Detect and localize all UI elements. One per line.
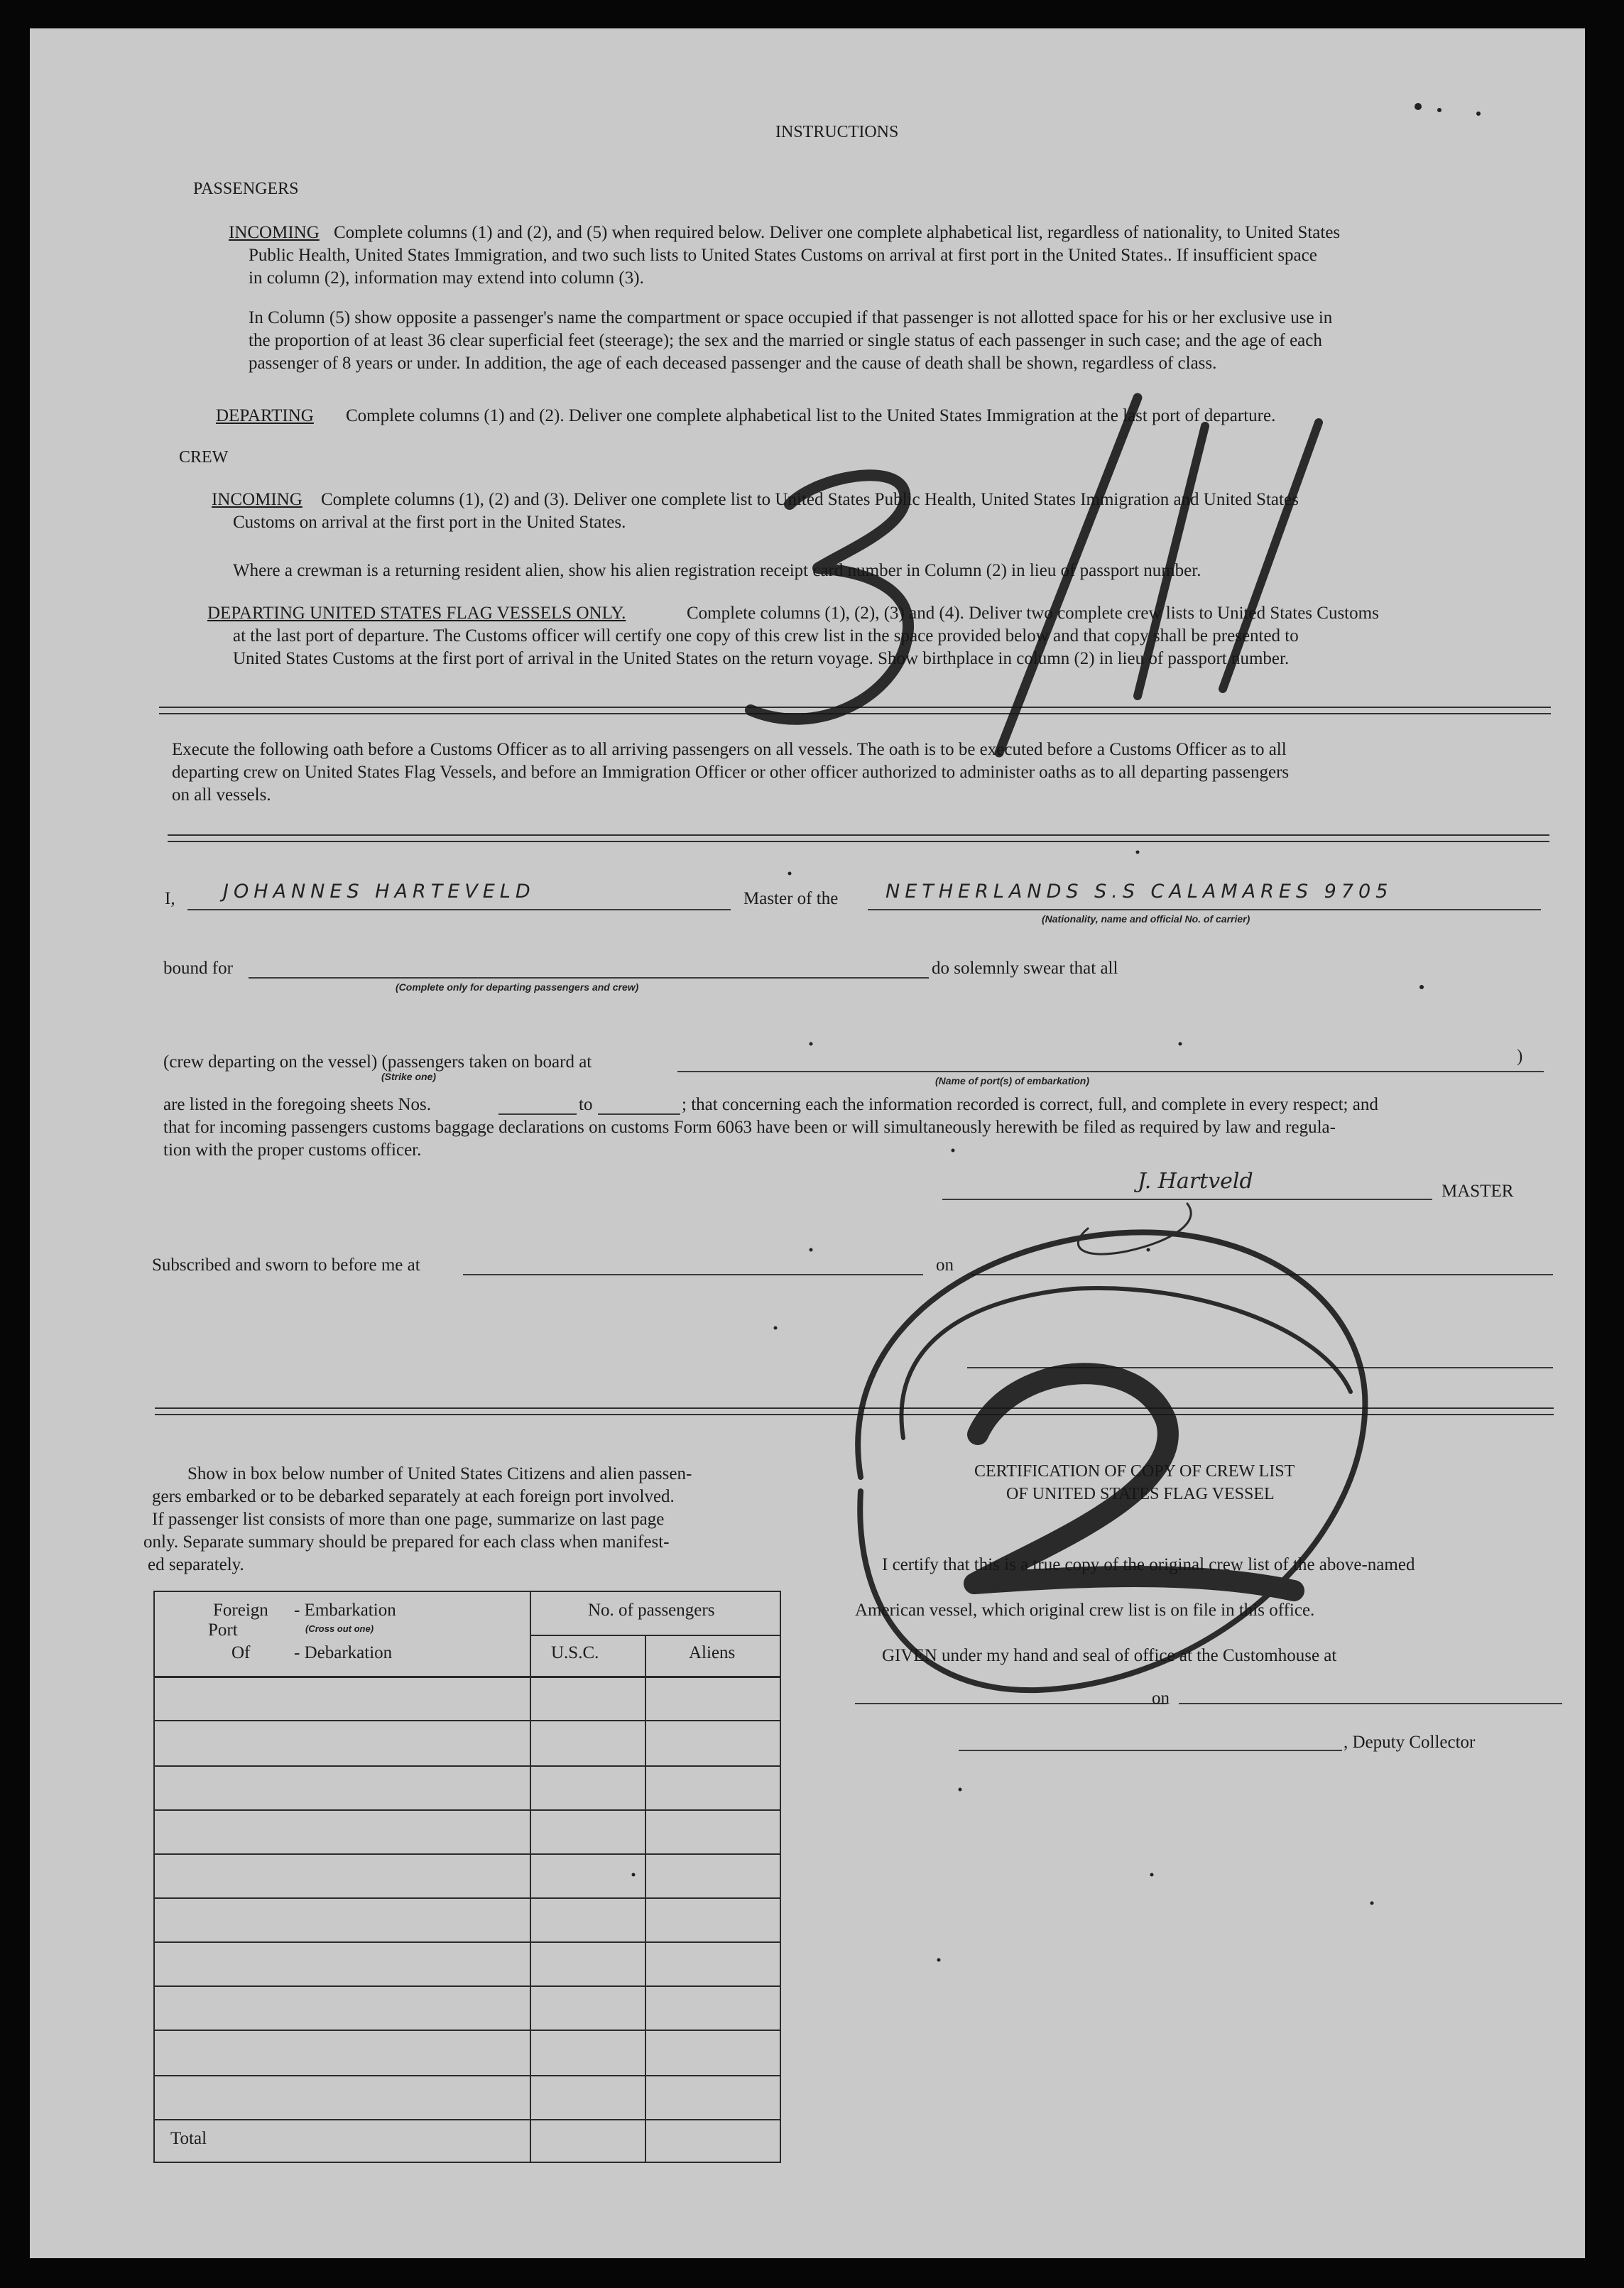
sheets-rest: ; that concerning each the information recorded is correct, full, and complete in every respect; and bbox=[682, 1095, 1378, 1114]
passengers-departing-text: Complete columns (1) and (2). Deliver one complete alphabetical list to the United States Immigration at the last port of departure. bbox=[346, 406, 1276, 425]
master-name: JOHANNES HARTEVELD bbox=[223, 881, 535, 903]
summary-intro-line: If passenger list consists of more than one page, summarize on last page bbox=[152, 1510, 665, 1529]
col-port: Port bbox=[208, 1620, 238, 1640]
handwritten-annotations bbox=[30, 28, 1585, 2258]
vessel-caption: (Nationality, name and official No. of carrier) bbox=[1042, 913, 1250, 925]
oath-instruction-line: Execute the following oath before a Customs Officer as to all arriving passengers on all vessels. The oath is to be executed before a Customs Officer as to all bbox=[172, 740, 1287, 759]
summary-intro-line: only. Separate summary should be prepared for each class when manifest- bbox=[143, 1532, 670, 1552]
col-embarkation: - Embarkation bbox=[294, 1601, 396, 1620]
certification-title: CERTIFICATION OF COPY OF CREW LIST bbox=[974, 1462, 1295, 1481]
certification-on-label: on bbox=[1152, 1689, 1170, 1708]
master-signature: J. Hartveld bbox=[1138, 1169, 1253, 1194]
oath-instruction-line: on all vessels. bbox=[172, 785, 271, 805]
summary-intro-line: gers embarked or to be debarked separately at each foreign port involved. bbox=[152, 1487, 675, 1506]
to-label: to bbox=[579, 1095, 593, 1114]
master-of-label: Master of the bbox=[743, 889, 839, 908]
crew-departing-line: United States Customs at the first port of arrival in the United States on the return voyage. Show birthplace in column (2) in lieu of passport number. bbox=[233, 649, 1290, 668]
passengers-heading: PASSENGERS bbox=[193, 180, 299, 198]
document-page bbox=[30, 28, 1585, 2258]
passengers-incoming-line: Complete columns (1) and (2), and (5) when required below. Deliver one complete alphabetical list, regardless of nationality, to United States bbox=[334, 223, 1341, 242]
col-usc: U.S.C. bbox=[551, 1643, 599, 1662]
sheets-label: are listed in the foregoing sheets Nos. bbox=[163, 1095, 431, 1114]
bound-for-label: bound for bbox=[163, 959, 233, 978]
oath-line: tion with the proper customs officer. bbox=[163, 1140, 422, 1160]
crew-departing-flag-label: DEPARTING UNITED STATES FLAG VESSELS ONLY. bbox=[207, 604, 626, 623]
certification-text: I certify that this is a true copy of the original crew list of the above-named bbox=[882, 1555, 1415, 1574]
crew-departing-line: at the last port of departure. The Customs officer will certify one copy of this crew list in the space provided below and that copy shall be presented to bbox=[233, 626, 1299, 645]
oath-instruction-line: departing crew on United States Flag Vessels, and before an Immigration Officer or other officer authorized to administer oaths as to all departing passengers bbox=[172, 763, 1290, 782]
col-debarkation: - Debarkation bbox=[294, 1643, 393, 1662]
col-aliens: Aliens bbox=[689, 1643, 736, 1662]
crew-heading: CREW bbox=[179, 448, 229, 467]
page-title: INSTRUCTIONS bbox=[775, 123, 899, 141]
resident-alien-text: Where a crewman is a returning resident alien, show his alien registration receipt card number in Column (2) in lieu of passport number. bbox=[233, 561, 1201, 580]
passengers-incoming-line: in column (2), information may extend into column (3). bbox=[249, 268, 644, 288]
crew-departing-line: Complete columns (1), (2), (3) and (4). Deliver two complete crew lists to United States Customs bbox=[687, 604, 1379, 623]
oath-line: that for incoming passengers customs baggage declarations on customs Form 6063 have been or will simultaneously herewith be filed as required by law and regula- bbox=[163, 1118, 1336, 1137]
crew-incoming-line: Customs on arrival at the first port in the United States. bbox=[233, 513, 626, 532]
passengers-departing-label: DEPARTING bbox=[216, 406, 314, 425]
subscribed-on-label: on bbox=[936, 1255, 954, 1275]
certification-subtitle: OF UNITED STATES FLAG VESSEL bbox=[1006, 1485, 1275, 1503]
certification-text: American vessel, which original crew list is on file in this office. bbox=[855, 1601, 1315, 1620]
passengers-incoming-line: Public Health, United States Immigration, and two such lists to United States Customs on arrival at first port in the United States.. If insufficient space bbox=[249, 246, 1317, 265]
total-label: Total bbox=[170, 2129, 207, 2148]
strike-caption: (Strike one) bbox=[381, 1071, 437, 1082]
col-cross-caption: (Cross out one) bbox=[305, 1623, 374, 1634]
crew-incoming-label: INCOMING bbox=[212, 490, 303, 509]
close-paren: ) bbox=[1517, 1047, 1523, 1066]
deputy-collector-label: , Deputy Collector bbox=[1344, 1733, 1476, 1752]
column5-line: the proportion of at least 36 clear superficial feet (steerage); the sex and the married or single status of each passenger in such case; and the age of each bbox=[249, 331, 1322, 350]
summary-intro-line: Show in box below number of United States Citizens and alien passen- bbox=[187, 1464, 692, 1483]
col-no-passengers: No. of passengers bbox=[588, 1601, 715, 1620]
swear-text: do solemnly swear that all bbox=[932, 959, 1118, 978]
bound-for-caption: (Complete only for departing passengers and crew) bbox=[396, 981, 639, 993]
summary-intro-line: ed separately. bbox=[148, 1555, 244, 1574]
col-foreign: Foreign bbox=[213, 1601, 268, 1620]
vessel-name: NETHERLANDS S.S CALAMARES 9705 bbox=[885, 881, 1393, 903]
col-of: Of bbox=[231, 1643, 251, 1662]
certification-text: GIVEN under my hand and seal of office at the Customhouse at bbox=[882, 1646, 1337, 1665]
passengers-incoming-label: INCOMING bbox=[229, 223, 320, 242]
oath-i-label: I, bbox=[165, 889, 175, 908]
column5-line: passenger of 8 years or under. In addition, the age of each deceased passenger and the cause of death shall be shown, regardless of class. bbox=[249, 354, 1217, 373]
column5-line: In Column (5) show opposite a passenger's name the compartment or space occupied if that passenger is not allotted space for his or her exclusive use in bbox=[249, 308, 1333, 327]
ports-caption: (Name of port(s) of embarkation) bbox=[935, 1075, 1090, 1086]
crew-passengers-text: (crew departing on the vessel) (passengers taken on board at bbox=[163, 1052, 592, 1072]
subscribed-label: Subscribed and sworn to before me at bbox=[152, 1255, 420, 1275]
crew-incoming-line: Complete columns (1), (2) and (3). Deliver one complete list to United States Public Health, United States Immigration and United States bbox=[321, 490, 1299, 509]
master-label: MASTER bbox=[1442, 1182, 1514, 1201]
